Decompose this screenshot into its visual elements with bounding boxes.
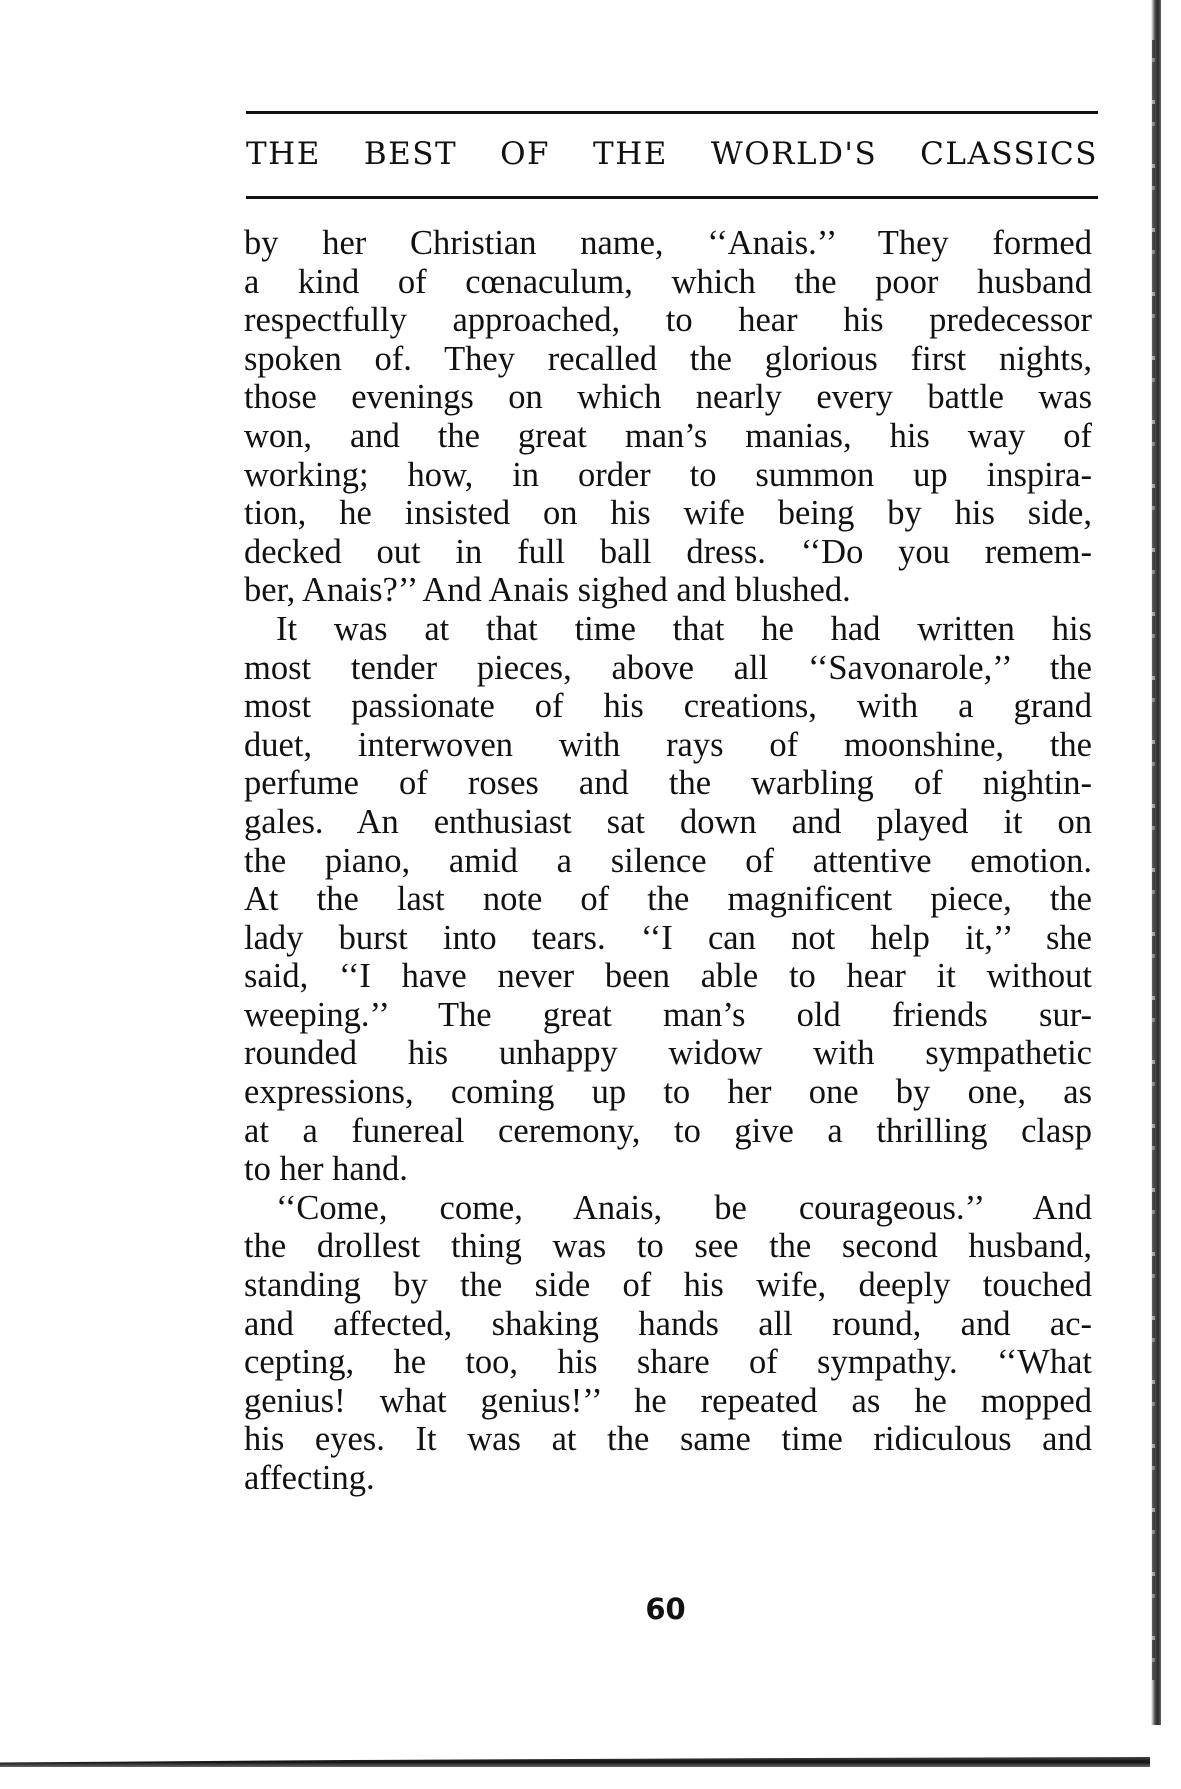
header-rule-top: [246, 111, 1098, 114]
text-line: respectfully approached, to hear his predecessor: [244, 301, 1092, 340]
text-line: decked out in full ball dress. ‘‘Do you remem-: [244, 532, 1092, 571]
page-number: 60: [645, 1592, 686, 1626]
text-line: gales. An enthusiast sat down and played it on: [244, 802, 1092, 841]
text-line: cepting, he too, his share of sympathy. ‘‘What: [244, 1343, 1092, 1382]
text-line: a kind of cœnaculum, which the poor husband: [244, 262, 1092, 301]
text-line: most tender pieces, above all ‘‘Savonarole,’’ the: [244, 648, 1092, 687]
text-line: and affected, shaking hands all round, and ac-: [244, 1304, 1092, 1343]
text-line: tion, he insisted on his wife being by his side,: [244, 494, 1092, 533]
paragraph-start-line: ‘‘Come, come, Anais, be courageous.’’ And: [276, 1188, 1092, 1227]
scan-edge-bottom: [0, 1757, 1150, 1767]
body-text: [244, 224, 1092, 1498]
paragraph-start-line: It was at that time that he had written his: [276, 609, 1092, 648]
text-line: working; how, in order to summon up inspira-: [244, 455, 1092, 494]
text-line: his eyes. It was at the same time ridiculous and: [244, 1420, 1092, 1459]
text-line: standing by the side of his wife, deeply touched: [244, 1266, 1092, 1305]
text-line: rounded his unhappy widow with sympathetic: [244, 1034, 1092, 1073]
header-rule-bottom: [246, 196, 1098, 199]
text-line: perfume of roses and the warbling of nightin-: [244, 764, 1092, 803]
text-line: to her hand.: [244, 1150, 408, 1189]
text-line: said, ‘‘I have never been able to hear it without: [244, 957, 1092, 996]
text-line: spoken of. They recalled the glorious first nights,: [244, 339, 1092, 378]
text-line: the drollest thing was to see the second husband,: [244, 1227, 1092, 1266]
text-line: at a funereal ceremony, to give a thrilling clasp: [244, 1111, 1092, 1150]
text-line: expressions, coming up to her one by one, as: [244, 1073, 1092, 1112]
text-line: the piano, amid a silence of attentive emotion.: [244, 841, 1092, 880]
text-line: ber, Anais?’’ And Anais sighed and blushed.: [244, 571, 851, 610]
text-line: At the last note of the magnificent piece, the: [244, 880, 1092, 919]
scan-edge-right-texture: [1152, 40, 1155, 1680]
text-line: those evenings on which nearly every battle was: [244, 378, 1092, 417]
text-line: won, and the great man’s manias, his way of: [244, 416, 1092, 455]
running-head: THE BEST OF THE WORLD'S CLASSICS: [246, 136, 1098, 172]
text-line: by her Christian name, ‘‘Anais.’’ They formed: [244, 224, 1092, 262]
text-line: weeping.’’ The great man’s old friends sur-: [244, 995, 1092, 1034]
text-line: genius! what genius!’’ he repeated as he mopped: [244, 1381, 1092, 1420]
text-line: lady burst into tears. ‘‘I can not help it,’’ she: [244, 918, 1092, 957]
text-line: duet, interwoven with rays of moonshine, the: [244, 725, 1092, 764]
text-line: affecting.: [244, 1459, 375, 1497]
text-line: most passionate of his creations, with a grand: [244, 687, 1092, 726]
